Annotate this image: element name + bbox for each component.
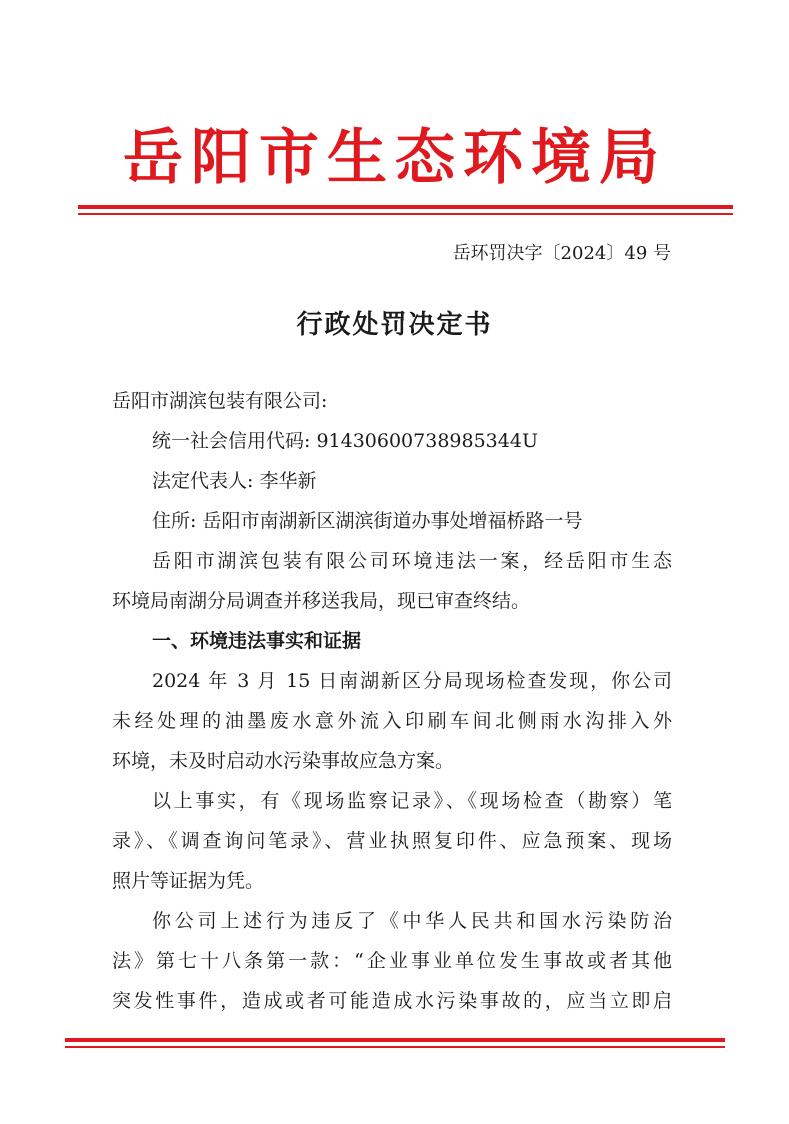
intro-paragraph-line: 岳阳市湖滨包装有限公司环境违法一案，经岳阳市生态 xyxy=(152,550,672,572)
section-heading: 一、环境违法事实和证据 xyxy=(152,630,362,652)
legal-representative-line: 法定代表人: 李华新 xyxy=(152,470,317,492)
violation-paragraph-line: 法》第七十八条第一款：“企业事业单位发生事故或者其他 xyxy=(112,950,672,972)
violation-paragraph-line: 你公司上述行为违反了《中华人民共和国水污染防治 xyxy=(152,910,672,932)
footer-red-rule-thick xyxy=(65,1038,725,1042)
evidence-paragraph-line: 录》、《调查询问笔录》、营业执照复印件、应急预案、现场 xyxy=(112,830,672,852)
header-red-rule-thick xyxy=(78,205,733,209)
facts-paragraph-line: 环境，未及时启动水污染事故应急方案。 xyxy=(112,750,455,772)
evidence-paragraph-line: 以上事实，有《现场监察记录》、《现场检查（勘察）笔 xyxy=(152,790,672,812)
evidence-paragraph-line: 照片等证据为凭。 xyxy=(112,870,265,892)
facts-paragraph-line: 2024 年 3 月 15 日南湖新区分局现场检查发现，你公司 xyxy=(152,670,672,692)
facts-paragraph-line: 未经处理的油墨废水意外流入印刷车间北侧雨水沟排入外 xyxy=(112,710,672,732)
document-body xyxy=(112,381,672,1021)
credit-code-line: 统一社会信用代码: 91430600738985344U xyxy=(152,430,538,452)
document-number: 岳环罚决字〔2024〕49 号 xyxy=(452,243,671,264)
document-heading: 行政处罚决定书 xyxy=(296,310,493,340)
violation-paragraph-line: 突发性事件，造成或者可能造成水污染事故的，应当立即启 xyxy=(112,990,672,1012)
header-red-rule-thin xyxy=(78,213,733,215)
recipient-line: 岳阳市湖滨包装有限公司: xyxy=(112,390,328,412)
address-line: 住所: 岳阳市南湖新区湖滨街道办事处增福桥路一号 xyxy=(152,510,583,532)
intro-paragraph-line: 环境局南湖分局调查并移送我局，现已审查终结。 xyxy=(112,590,531,612)
issuing-authority-title: 岳阳市生态环境局 xyxy=(123,123,667,193)
footer-red-rule-thin xyxy=(65,1046,725,1048)
